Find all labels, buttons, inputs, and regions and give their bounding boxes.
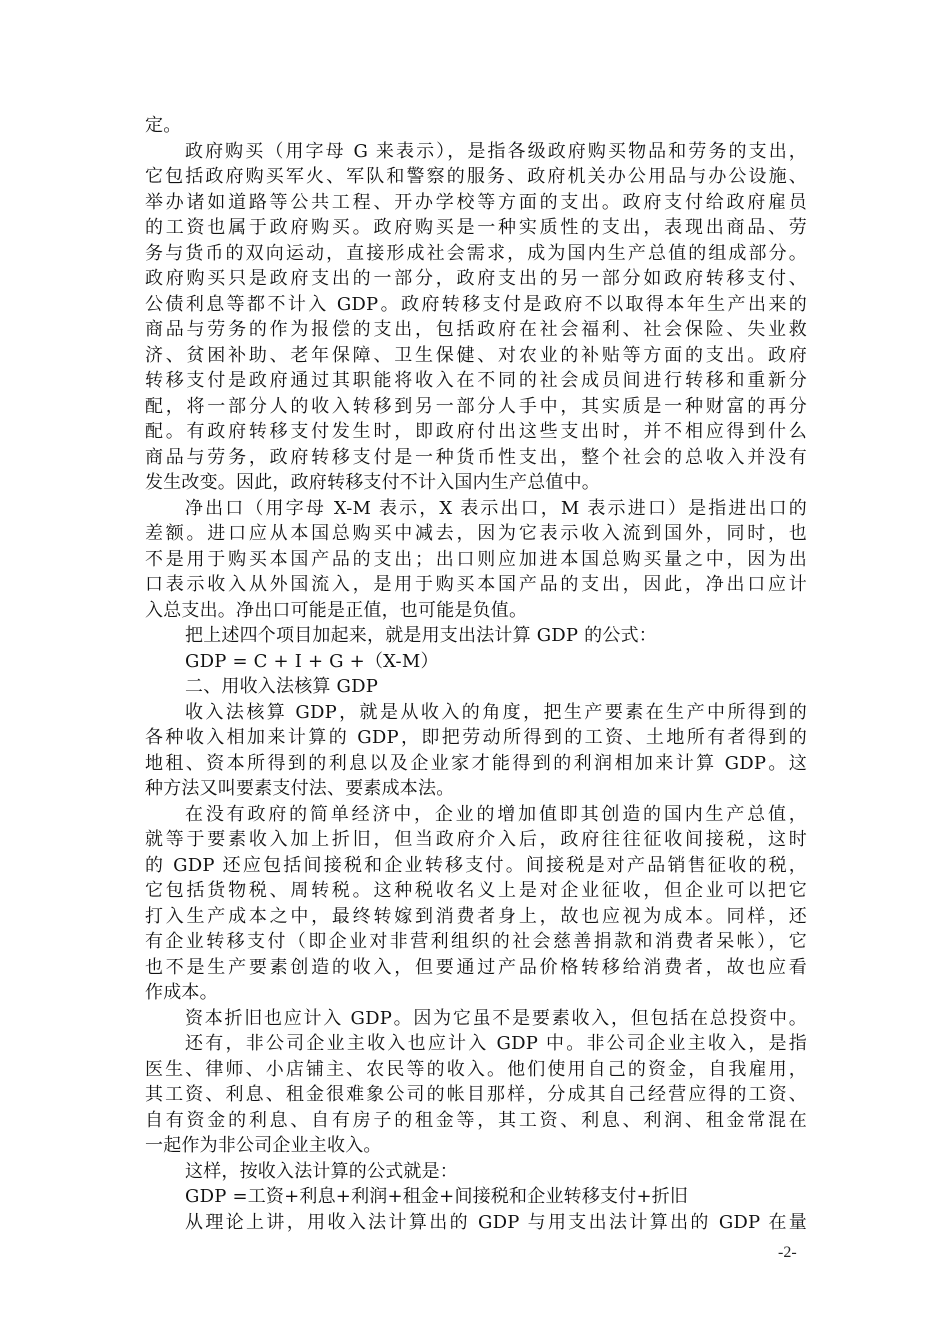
text-line: 有企业转移支付（即企业对非营利组织的社会慈善捐款和消费者呆帐），它 [145, 931, 807, 952]
text-line: 的 GDP 还应包括间接税和企业转移支付。间接税是对产品销售征收的税， [145, 854, 807, 876]
text-line: 把上述四个项目加起来，就是用支出法计算 GDP 的公式： [185, 625, 657, 646]
text-line: 医生、律师、小店铺主、农民等的收入。他们使用自己的资金，自我雇用， [145, 1058, 807, 1080]
text-line: 配。有政府转移支付发生时，即政府付出这些支出时，并不相应得到什么 [145, 421, 807, 442]
text-line: 发生改变。因此，政府转移支付不计入国内生产总值中。 [145, 472, 600, 493]
text-line: 一起作为非公司企业主收入。 [145, 1135, 382, 1156]
text-line: 资本折旧也应计入 GDP。因为它虽不是要素收入，但包括在总投资中。 [185, 1007, 807, 1029]
text-line: 口表示收入从外国流入，是用于购买本国产品的支出，因此，净出口应计 [145, 574, 807, 595]
page-number: -2- [778, 1244, 797, 1261]
text-line: 公债利息等都不计入 GDP。政府转移支付是政府不以取得本年生产出来的 [145, 293, 807, 315]
formula-income: GDP =工资+利息+利润+租金+间接税和企业转移支付+折旧 [185, 1186, 689, 1207]
text-line: 它包括政府购买军火、军队和警察的服务、政府机关办公用品与办公设施、 [145, 166, 807, 187]
text-line: 转移支付是政府通过其职能将收入在不同的社会成员间进行转移和重新分 [145, 370, 807, 391]
text-line: 不是用于购买本国产品的支出；出口则应加进本国总购买量之中，因为出 [145, 548, 807, 570]
text-line: 政府购买只是政府支出的一部分，政府支出的另一部分如政府转移支付、 [145, 268, 807, 289]
text-line: 其工资、利息、租金很难象公司的帐目那样，分成其自己经营应得的工资、 [145, 1084, 807, 1105]
text-line: 的工资也属于政府购买。政府购买是一种实质性的支出，表现出商品、劳 [145, 217, 807, 238]
text-line: 配，将一部分人的收入转移到另一部分人手中，其实质是一种财富的再分 [145, 395, 807, 417]
text-line: 就等于要素收入加上折旧，但当政府介入后，政府往往征收间接税，这时 [145, 829, 807, 850]
text-line: 地租、资本所得到的利息以及企业家才能得到的利润相加来计算 GDP。这 [145, 752, 807, 774]
text-line: 净出口（用字母 X-M 表示，X 表示出口，M 表示进口）是指进出口的 [185, 497, 807, 519]
text-line: 种方法又叫要素支付法、要素成本法。 [145, 778, 455, 799]
text-line: 各种收入相加来计算的 GDP，即把劳动所得到的工资、土地所有者得到的 [145, 727, 807, 748]
section-heading: 二、用收入法核算 GDP [185, 676, 379, 697]
text-line: 打入生产成本之中，最终转嫁到消费者身上，故也应视为成本。同样，还 [145, 905, 807, 927]
text-line: 作成本。 [145, 982, 218, 1003]
text-line: 定。 [145, 115, 182, 136]
text-line: 也不是生产要素创造的收入，但要通过产品价格转移给消费者，故也应看 [145, 956, 807, 978]
text-line: 务与货币的双向运动，直接形成社会需求，成为国内生产总值的组成部分。 [145, 242, 807, 264]
text-line: 差额。进口应从本国总购买中减去，因为它表示收入流到国外，同时，也 [145, 523, 807, 544]
text-line: 政府购买（用字母 G 来表示），是指各级政府购买物品和劳务的支出， [185, 140, 807, 162]
text-line: 商品与劳务，政府转移支付是一种货币性支出，整个社会的总收入并没有 [145, 446, 807, 468]
text-line: 济、贫困补助、老年保障、卫生保健、对农业的补贴等方面的支出。政府 [145, 344, 807, 366]
text-line: 举办诸如道路等公共工程、开办学校等方面的支出。政府支付给政府雇员 [145, 191, 807, 213]
text-line: 还有，非公司企业主收入也应计入 GDP 中。非公司企业主收入，是指 [185, 1033, 807, 1054]
text-line: 自有资金的利息、自有房子的租金等，其工资、利息、利润、租金常混在 [145, 1109, 807, 1131]
text-line: 在没有政府的简单经济中，企业的增加值即其创造的国内生产总值， [185, 803, 807, 825]
document-body [145, 113, 807, 1235]
text-line: 收入法核算 GDP，就是从收入的角度，把生产要素在生产中所得到的 [185, 701, 807, 723]
formula-expenditure: GDP = C + I + G +（X-M） [185, 650, 439, 672]
text-line: 入总支出。净出口可能是正值，也可能是负值。 [145, 599, 528, 621]
text-line: 它包括货物税、周转税。这种税收名义上是对企业征收，但企业可以把它 [145, 880, 807, 901]
text-line: 从理论上讲，用收入法计算出的 GDP 与用支出法计算出的 GDP 在量 [185, 1211, 807, 1233]
text-line: 商品与劳务的作为报偿的支出，包括政府在社会福利、社会保险、失业救 [145, 319, 807, 340]
text-line: 这样，按收入法计算的公式就是： [185, 1160, 458, 1182]
